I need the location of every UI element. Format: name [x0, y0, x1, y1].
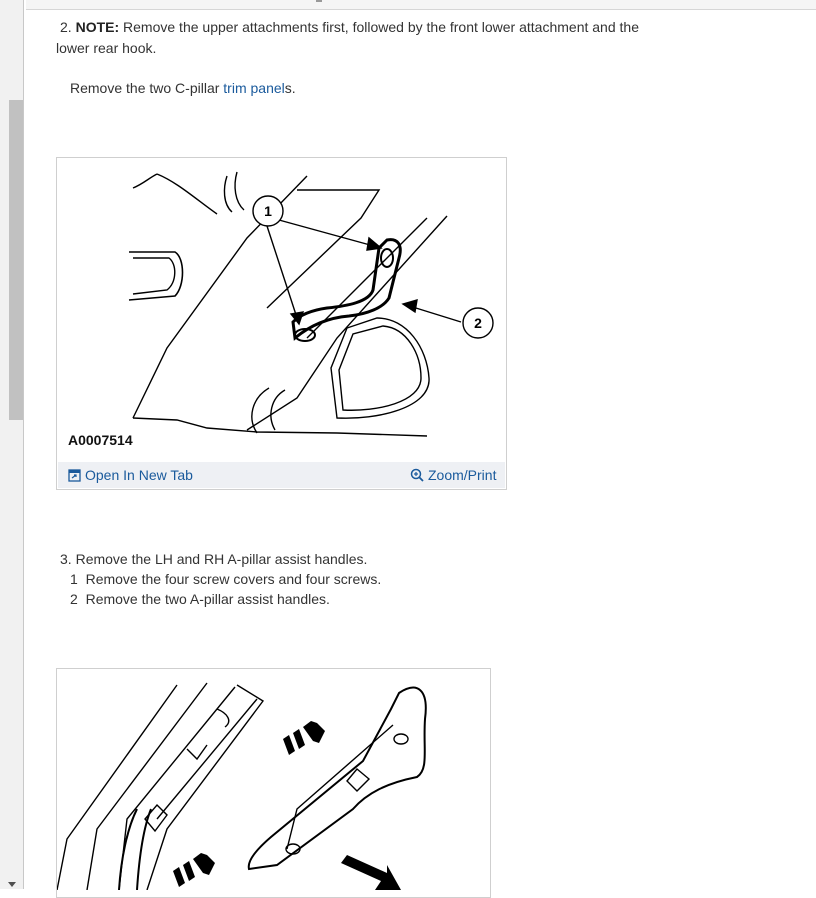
- step-number: 3.: [60, 551, 72, 567]
- figure-code: A0007514: [68, 432, 133, 448]
- step-number: 2.: [60, 19, 72, 35]
- step-3-instruction: [60, 549, 367, 569]
- substep-item: [70, 569, 381, 589]
- figure-c-pillar: [56, 157, 507, 490]
- zoom-print-button[interactable]: [410, 467, 496, 483]
- scrollbar-thumb[interactable]: [9, 100, 23, 420]
- note-label: NOTE:: [75, 19, 120, 35]
- callout-1: 1: [264, 203, 272, 219]
- open-in-new-tab-label: Open In New Tab: [85, 467, 193, 483]
- step-2-instruction: [70, 78, 296, 98]
- substep-number: 2: [70, 591, 78, 607]
- header-marker: [316, 0, 322, 2]
- page-header-strip: [26, 0, 816, 10]
- substep-text: Remove the two A-pillar assist handles.: [85, 591, 330, 607]
- open-new-tab-icon: [68, 469, 81, 482]
- a-pillar-illustration: [57, 669, 490, 890]
- c-pillar-illustration: [57, 158, 506, 458]
- figure-a-pillar-handles: [56, 668, 491, 898]
- open-in-new-tab-button[interactable]: [68, 467, 193, 483]
- step-2-note-cont: lower rear hook.: [56, 40, 157, 56]
- figure-toolbar: [58, 462, 505, 488]
- substep-item: [70, 589, 330, 609]
- zoom-print-label: Zoom/Print: [428, 467, 497, 483]
- note-text: Remove the upper attachments first, followed by the front lower attachment and the: [123, 19, 639, 35]
- scroll-down-arrow-icon[interactable]: [8, 882, 16, 887]
- zoom-icon: [410, 468, 424, 482]
- instruction-text: Remove the two C-pillar: [70, 80, 224, 96]
- substep-text: Remove the four screw covers and four screws.: [85, 571, 382, 587]
- callout-2: 2: [474, 315, 482, 331]
- instruction-suffix: s.: [284, 80, 296, 96]
- substep-number: 1: [70, 571, 78, 587]
- vertical-scrollbar[interactable]: [0, 0, 24, 889]
- step-2-note: [60, 17, 639, 37]
- trim-panel-link[interactable]: trim panel: [223, 80, 285, 96]
- instruction-text: Remove the LH and RH A-pillar assist handles.: [75, 551, 368, 567]
